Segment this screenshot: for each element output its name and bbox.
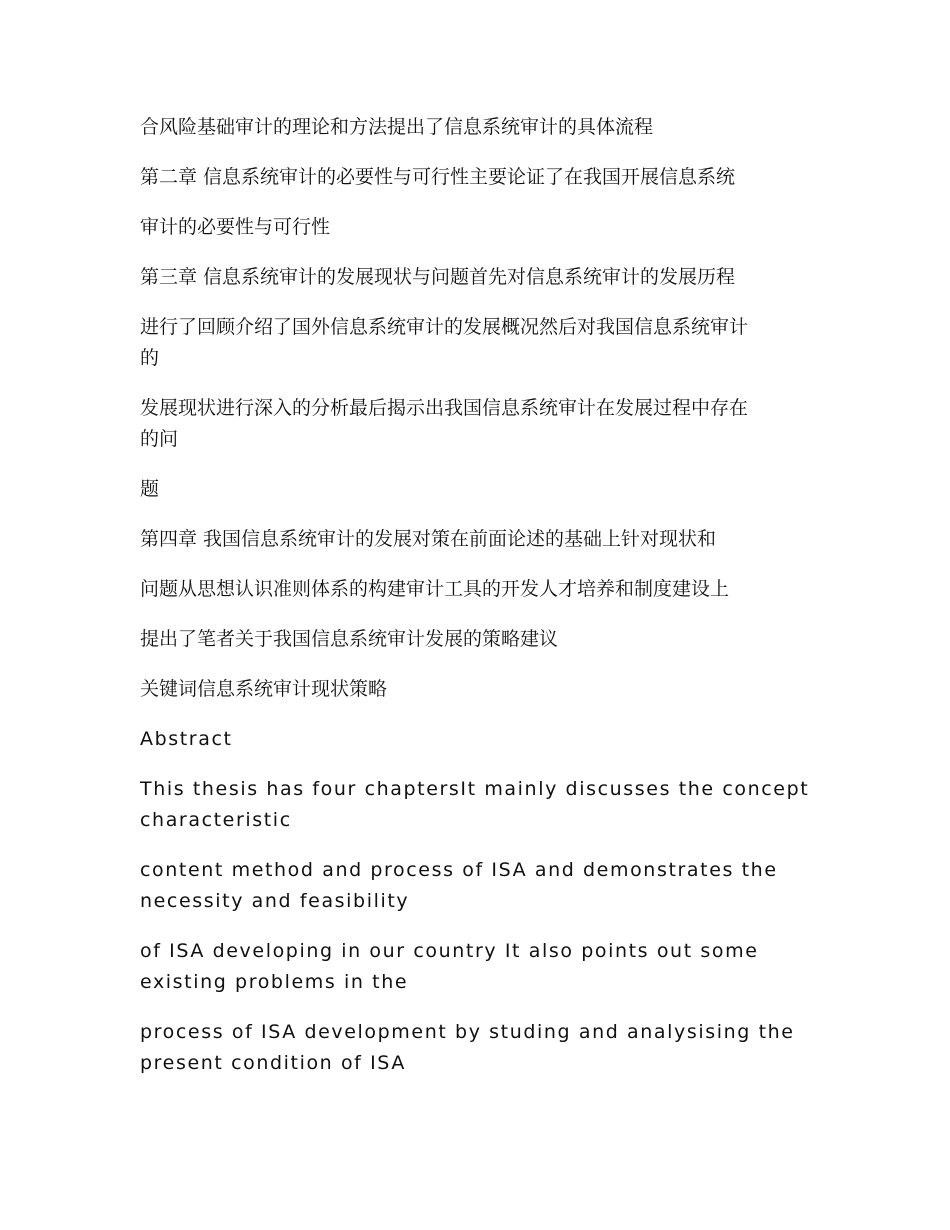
paragraph-6 bbox=[140, 393, 815, 455]
paragraph-line: 进行了回顾介绍了国外信息系统审计的发展概况然后对我国信息系统审计 bbox=[140, 316, 749, 338]
paragraph-1 bbox=[140, 112, 815, 143]
paragraph-line: 第三章 信息系统审计的发展现状与问题首先对信息系统审计的发展历程 bbox=[140, 266, 736, 288]
keywords bbox=[140, 674, 815, 705]
paragraph-9 bbox=[140, 574, 815, 605]
abstract-paragraph-4 bbox=[140, 1017, 815, 1079]
paragraph-line: 第二章 信息系统审计的必要性与可行性主要论证了在我国开展信息系统 bbox=[140, 166, 736, 188]
paragraph-line: This thesis has four chaptersIt mainly discusses the concept bbox=[140, 778, 810, 800]
paragraph-line: 关键词信息系统审计现状策略 bbox=[140, 678, 388, 700]
abstract-paragraph-2 bbox=[140, 855, 815, 917]
paragraph-10 bbox=[140, 624, 815, 655]
paragraph-line: process of ISA development by studing and analysising the bbox=[140, 1021, 795, 1043]
paragraph-line: Abstract bbox=[140, 728, 233, 750]
paragraph-line: 问题从思想认识准则体系的构建审计工具的开发人才培养和制度建设上 bbox=[140, 578, 730, 600]
paragraph-7 bbox=[140, 474, 815, 505]
paragraph-line: existing problems in the bbox=[140, 971, 409, 993]
paragraph-line: content method and process of ISA and demonstrates the bbox=[140, 859, 778, 881]
paragraph-5 bbox=[140, 312, 815, 374]
document-body bbox=[140, 112, 815, 1098]
abstract-paragraph-3 bbox=[140, 936, 815, 998]
paragraph-chapter-2 bbox=[140, 162, 815, 193]
paragraph-line: of ISA developing in our country It also points out some bbox=[140, 940, 759, 962]
abstract-heading bbox=[140, 724, 815, 755]
paragraph-line: 合风险基础审计的理论和方法提出了信息系统审计的具体流程 bbox=[140, 116, 654, 138]
paragraph-line: present condition of ISA bbox=[140, 1052, 406, 1074]
paragraph-line: 的问 bbox=[140, 428, 179, 450]
paragraph-line: 第四章 我国信息系统审计的发展对策在前面论述的基础上针对现状和 bbox=[140, 528, 717, 550]
abstract-paragraph-1 bbox=[140, 774, 815, 836]
paragraph-line: 审计的必要性与可行性 bbox=[140, 216, 331, 238]
paragraph-3 bbox=[140, 212, 815, 243]
paragraph-line: 提出了笔者关于我国信息系统审计发展的策略建议 bbox=[140, 628, 559, 650]
paragraph-line: necessity and feasibility bbox=[140, 890, 410, 912]
paragraph-chapter-4 bbox=[140, 524, 815, 555]
paragraph-chapter-3 bbox=[140, 262, 815, 293]
paragraph-line: 发展现状进行深入的分析最后揭示出我国信息系统审计在发展过程中存在 bbox=[140, 397, 749, 419]
paragraph-line: 题 bbox=[140, 478, 160, 500]
paragraph-line: characteristic bbox=[140, 809, 292, 831]
paragraph-line: 的 bbox=[140, 347, 160, 369]
